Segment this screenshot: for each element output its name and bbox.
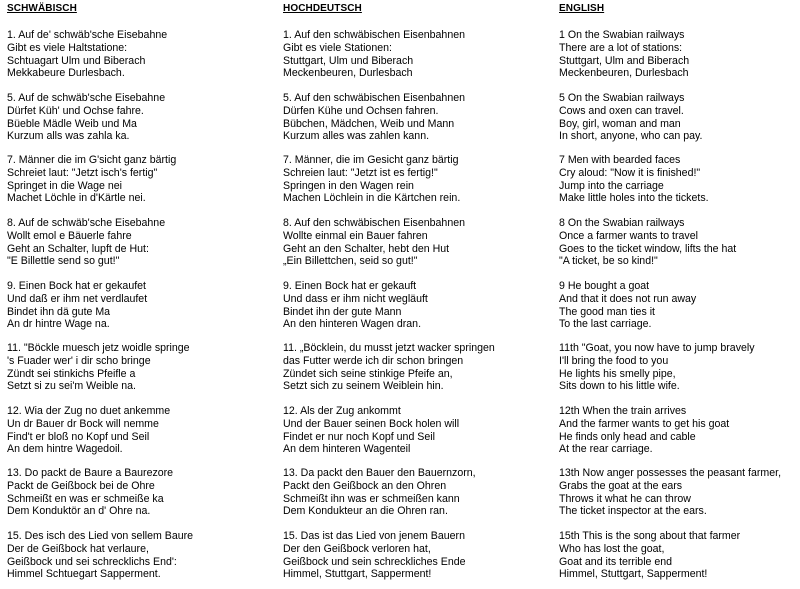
verse-line: 5. Auf de schwäb'sche Eisebahne (7, 92, 166, 104)
verse-line: Büeble Mädle Weib und Ma (7, 117, 137, 130)
verse-line: Springet in die Wage nei (7, 179, 123, 192)
verse-line: „Ein Billettchen, seid so gut!" (283, 255, 418, 268)
verse-block (283, 342, 495, 393)
verse-line: An dr hintre Wage na. (7, 318, 110, 331)
verse-line: 15. Das ist das Lied von jenem Bauern (283, 530, 465, 542)
verse-block (7, 530, 193, 581)
verse-block (7, 467, 173, 518)
verse-line: 15. Des isch des Lied von sellem Baure (7, 530, 194, 542)
verse-line: "E Billettle send so gut!" (7, 255, 120, 268)
verse-line: The good man ties it (559, 305, 655, 318)
verse-block (283, 530, 466, 581)
verse-block (283, 92, 465, 143)
verse-line: Findet er nur noch Kopf und Seil (283, 430, 435, 443)
verse-line: 9. Einen Bock hat er gekaufet (7, 280, 146, 292)
verse-line: Himmel, Stuttgart, Sapperment! (559, 568, 708, 581)
verse-line: In short, anyone, who can pay. (559, 130, 703, 143)
verse-block (559, 280, 696, 331)
verse-block (7, 29, 167, 80)
verse-line: Stuttgart, Ulm and Biberach (559, 54, 690, 67)
verse-block (283, 154, 460, 205)
verse-line: 11th "Goat, you now have to jump bravely (559, 342, 755, 354)
verse-line: Goat and its terrible end (559, 555, 673, 568)
verse-line: 7. Männer, die im Gesicht ganz bärtig (283, 154, 459, 166)
verse-block (559, 405, 729, 456)
verse-line: 11. "Böckle muesch jetz woidle springe (7, 342, 190, 354)
column-title: HOCHDEUTSCH (283, 3, 362, 14)
verse-line: 8. Auf den schwäbischen Eisenbahnen (283, 217, 465, 229)
verse-line: Dem Kondukteur an die Ohren ran. (283, 505, 448, 518)
verse-line: Und dass er ihm nicht wegläuft (283, 292, 428, 305)
verse-line: Und der Bauer seinen Bock holen will (283, 417, 460, 430)
verse-line: And the farmer wants to get his goat (559, 417, 730, 430)
verse-line: Jump into the carriage (559, 179, 664, 192)
verse-line: Dürfen Kühe und Ochsen fahren. (283, 104, 439, 117)
verse-line: He finds only head and cable (559, 430, 696, 443)
verse-line: Meckenbeuren, Durlesbach (559, 67, 689, 80)
verse-line: Throws it what he can throw (559, 492, 691, 505)
verse-line: Bübchen, Mädchen, Weib und Mann (283, 117, 455, 130)
verse-line: Schmeißt ihn was er schmeißen kann (283, 492, 460, 505)
verse-line: Schreiet laut: "Jetzt isch's fertig" (7, 166, 158, 179)
verse-block (283, 29, 465, 80)
verse-line: Geißbock und sein schreckliches Ende (283, 555, 466, 568)
verse-line: 12. Wia der Zug no duet ankemme (7, 405, 171, 417)
verse-line: Mekkabeure Durlesbach. (7, 67, 125, 80)
verse-line: Kurzum alls was zahla ka. (7, 130, 130, 143)
verse-line: Geht an Schalter, lupft de Hut: (7, 242, 149, 255)
verse-block (559, 154, 709, 205)
verse-line: 5. Auf den schwäbischen Eisenbahnen (283, 92, 465, 104)
verse-line: Make little holes into the tickets. (559, 192, 709, 205)
verse-line: An dem hintre Wagedoil. (7, 443, 123, 456)
verse-block (7, 92, 165, 143)
verse-block (7, 154, 176, 205)
verse-line: Cry aloud: "Now it is finished!" (559, 166, 701, 179)
verse-line: Schreien laut: "Jetzt ist es fertig!" (283, 166, 438, 179)
verse-line: The ticket inspector at the ears. (559, 505, 707, 518)
verse-line: Machen Löchlein in die Kärtchen rein. (283, 192, 461, 205)
verse-line: 1. Auf de' schwäb'sche Eisebahne (7, 29, 168, 41)
verse-line: Gibt es viele Haltstatione: (7, 41, 128, 54)
verse-line: 11. „Böcklein, du musst jetzt wacker springen (283, 342, 495, 354)
verse-line: 7 Men with bearded faces (559, 154, 681, 166)
column-title: ENGLISH (559, 3, 605, 14)
verse-line: Schmeißt en was er schmeiße ka (7, 492, 164, 505)
verse-block (283, 280, 428, 331)
verse-line: And that it does not run away (559, 292, 697, 305)
verse-line: I'll bring the food to you (559, 354, 669, 367)
verse-line: Setzt si zu sei'm Weible na. (7, 380, 137, 393)
verse-line: 5 On the Swabian railways (559, 92, 685, 104)
verse-line: Goes to the ticket window, lifts the hat (559, 242, 737, 255)
verse-line: Gibt es viele Stationen: (283, 41, 392, 54)
verse-line: 15th This is the song about that farmer (559, 530, 741, 542)
verse-line: Grabs the goat at the ears (559, 479, 683, 492)
verse-line: 13th Now anger possesses the peasant farmer, (559, 467, 782, 479)
verse-line: Meckenbeuren, Durlesbach (283, 67, 413, 80)
verse-line: Find't er bloß no Kopf und Seil (7, 430, 150, 443)
verse-line: 1 On the Swabian railways (559, 29, 685, 41)
verse-block (559, 217, 736, 268)
verse-line: 12. Als der Zug ankommt (283, 405, 401, 417)
verse-line: "A ticket, be so kind!" (559, 255, 658, 268)
verse-line: Himmel Schtuegart Sapperment. (7, 568, 161, 581)
verse-line: Stuttgart, Ulm und Biberach (283, 54, 414, 67)
verse-line: das Futter werde ich dir schon bringen (283, 354, 464, 367)
verse-line: Kurzum alles was zahlen kann. (283, 130, 430, 143)
verse-line: Bindet ihn der gute Mann (283, 305, 402, 318)
verse-line: Once a farmer wants to travel (559, 229, 698, 242)
verse-line: Dem Konduktör an d' Ohre na. (7, 505, 151, 518)
verse-line: 7. Männer die im G'sicht ganz bärtig (7, 154, 177, 166)
verse-block (7, 217, 165, 268)
verse-line: Cows and oxen can travel. (559, 104, 684, 117)
verse-line: Geht an den Schalter, hebt den Hut (283, 242, 450, 255)
verse-line: Who has lost the goat, (559, 542, 665, 555)
verse-line: 13. Da packt den Bauer den Bauernzorn, (283, 467, 476, 479)
verse-line: 1. Auf den schwäbischen Eisenbahnen (283, 29, 465, 41)
verse-line: Machet Löchle in d'Kärtle nei. (7, 192, 146, 205)
verse-block (559, 92, 703, 143)
verse-line: Wollte einmal ein Bauer fahren (283, 229, 428, 242)
verse-line: Bindet ihn dä gute Ma (7, 305, 111, 318)
verse-line: 9. Einen Bock hat er gekauft (283, 280, 417, 292)
verse-line: Und daß er ihm net verdlaufet (7, 292, 148, 305)
verse-block (559, 530, 740, 581)
verse-line: Packt de Geißbock bei de Ohre (7, 479, 155, 492)
verse-line: 8 On the Swabian railways (559, 217, 685, 229)
verse-line: Sits down to his little wife. (559, 380, 680, 393)
verse-line: Setzt sich zu seinem Weiblein hin. (283, 380, 444, 393)
verse-line: Himmel, Stuttgart, Sapperment! (283, 568, 432, 581)
verse-line: Packt den Geißbock an den Ohren (283, 479, 447, 492)
verse-block (7, 342, 190, 393)
verse-line: Schtuagart Ulm und Biberach (7, 54, 146, 67)
verse-block (559, 29, 689, 80)
verse-block (7, 405, 170, 456)
verse-line: 9 He bought a goat (559, 280, 650, 292)
verse-line: Wollt emol e Bäuerle fahre (7, 229, 132, 242)
verse-line: Geißbock und sei schrecklichs End': (7, 555, 177, 568)
verse-line: 's Fuader wer' i dir scho bringe (7, 354, 151, 367)
verse-line: Un dr Bauer dr Bock will nemme (7, 417, 159, 430)
verse-block (283, 405, 459, 456)
verse-line: He lights his smelly pipe, (559, 367, 676, 380)
verse-line: Dürfet Küh' und Ochse fahre. (7, 104, 144, 117)
verse-line: 8. Auf de schwäb'sche Eisebahne (7, 217, 166, 229)
verse-block (559, 467, 781, 518)
verse-line: Zündt sei stinkichs Pfeifle a (7, 367, 136, 380)
verse-line: Zündet sich seine stinkige Pfeife an, (283, 367, 453, 380)
verse-line: 12th When the train arrives (559, 405, 687, 417)
verse-line: Springen in den Wagen rein (283, 179, 414, 192)
column-title: SCHWÄBISCH (7, 3, 77, 14)
verse-line: An den hinteren Wagen dran. (283, 318, 422, 331)
verse-line: Boy, girl, woman and man (559, 117, 681, 130)
verse-block (283, 217, 465, 268)
verse-line: At the rear carriage. (559, 443, 653, 456)
verse-block (283, 467, 476, 518)
verse-line: Der de Geißbock hat verlaure, (7, 542, 149, 555)
verse-line: Der den Geißbock verloren hat, (283, 542, 431, 555)
verse-block (559, 342, 755, 393)
verse-line: An dem hinteren Wagenteil (283, 443, 411, 456)
verse-line: 13. Do packt de Baure a Baurezore (7, 467, 174, 479)
verse-line: There are a lot of stations: (559, 41, 683, 54)
verse-line: To the last carriage. (559, 318, 652, 331)
verse-block (7, 280, 147, 331)
